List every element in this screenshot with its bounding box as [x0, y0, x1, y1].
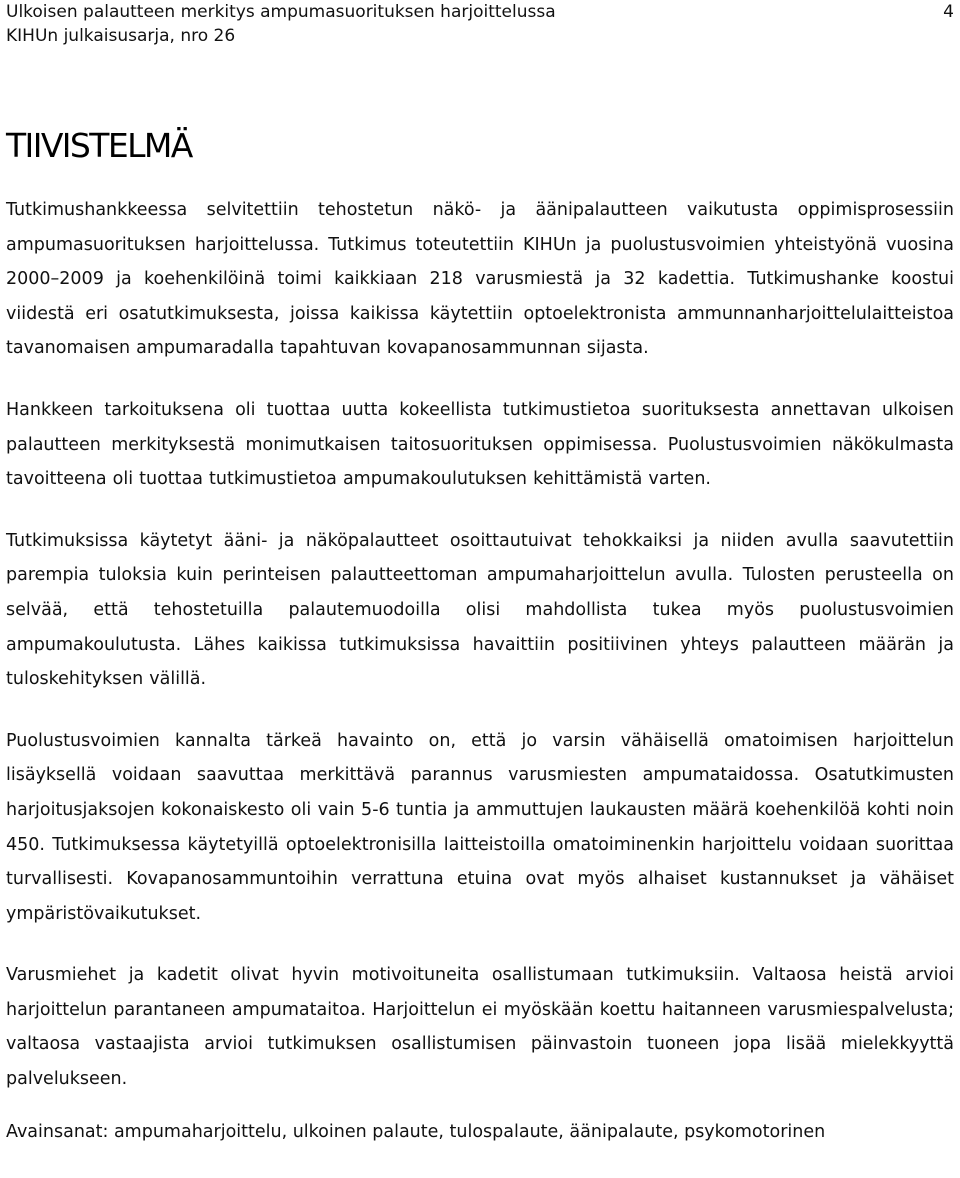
- paragraph-3: Tutkimuksissa käytetyt ääni- ja näköpalautteet osoittautuivat tehokkaiksi ja niiden avulla saavutettiin parempia tuloksia kuin perinteisen palautteettoman ampumaharjoittelun avulla. Tulosten perusteella on selvää, että tehostetuilla palautemuodoilla olisi mahdollista tukea myös puolustusvoimien ampumakoulutusta. Lähes kaikissa tutkimuksissa havaittiin positiivinen yhteys palautteen määrän ja tuloskehityksen välillä.: [6, 530, 954, 690]
- header-publication-title: Ulkoisen palautteen merkitys ampumasuorituksen harjoittelussa: [6, 2, 556, 22]
- header-series: KIHUn julkaisusarja, nro 26: [6, 26, 236, 46]
- page-number: 4: [943, 2, 954, 22]
- running-header: [6, 0, 954, 48]
- paragraph-1: Tutkimushankkeessa selvitettiin tehostetun näkö- ja äänipalautteen vaikutusta oppimisprosessiin ampumasuorituksen harjoittelussa. Tutkimus toteutettiin KIHUn ja puolustusvoimien yhteistyönä vuosina 2000–2009 ja koehenkilöinä toimi kaikkiaan 218 varusmiestä ja 32 kadettia. Tutkimushanke koostui viidestä eri osatutkimuksesta, joissa kaikissa käytettiin optoelektronista ammunnanharjoittelulaitteistoa tavanomaisen ampumaradalla tapahtuvan kovapanosammunnan sijasta.: [6, 200, 954, 359]
- keywords-line: Avainsanat: ampumaharjoittelu, ulkoinen palaute, tulospalaute, äänipalaute, psykomotorinen: [6, 1121, 826, 1142]
- paragraph-5: Varusmiehet ja kadetit olivat hyvin motivoituneita osallistumaan tutkimuksiin. Valtaosa heistä arvioi harjoittelun parantaneen ampumataitoa. Harjoittelun ei myöskään koettu haitanneen varusmiespalvelusta; valtaosa vastaajista arvioi tutkimuksen osallistumisen päinvastoin tuoneen jopa lisää mielekkyyttä palvelukseen.: [6, 965, 954, 1090]
- paragraph-4: Puolustusvoimien kannalta tärkeä havainto on, että jo varsin vähäisellä omatoimisen harjoittelun lisäyksellä voidaan saavuttaa merkittävä parannus varusmiesten ampumataidossa. Osatutkimusten harjoitusjaksojen kokonaiskesto oli vain 5-6 tuntia ja ammuttujen laukausten määrä koehenkilöä kohti noin 450. Tutkimuksessa käytetyillä optoelektronisilla laitteistoilla omatoiminenkin harjoittelu voidaan suorittaa turvallisesti. Kovapanosammuntoihin verrattuna etuina ovat myös alhaiset kustannukset ja vähäiset ympäristövaikutukset.: [6, 730, 954, 924]
- paragraph-2: Hankkeen tarkoituksena oli tuottaa uutta kokeellista tutkimustietoa suorituksesta annettavan ulkoisen palautteen merkityksestä monimutkaisen taitosuorituksen oppimisessa. Puolustusvoimien näkökulmasta tavoitteena oli tuottaa tutkimustietoa ampumakoulutuksen kehittämistä varten.: [6, 399, 954, 490]
- abstract-body: [6, 193, 954, 1149]
- page-title: TIIVISTELMÄ: [6, 126, 192, 165]
